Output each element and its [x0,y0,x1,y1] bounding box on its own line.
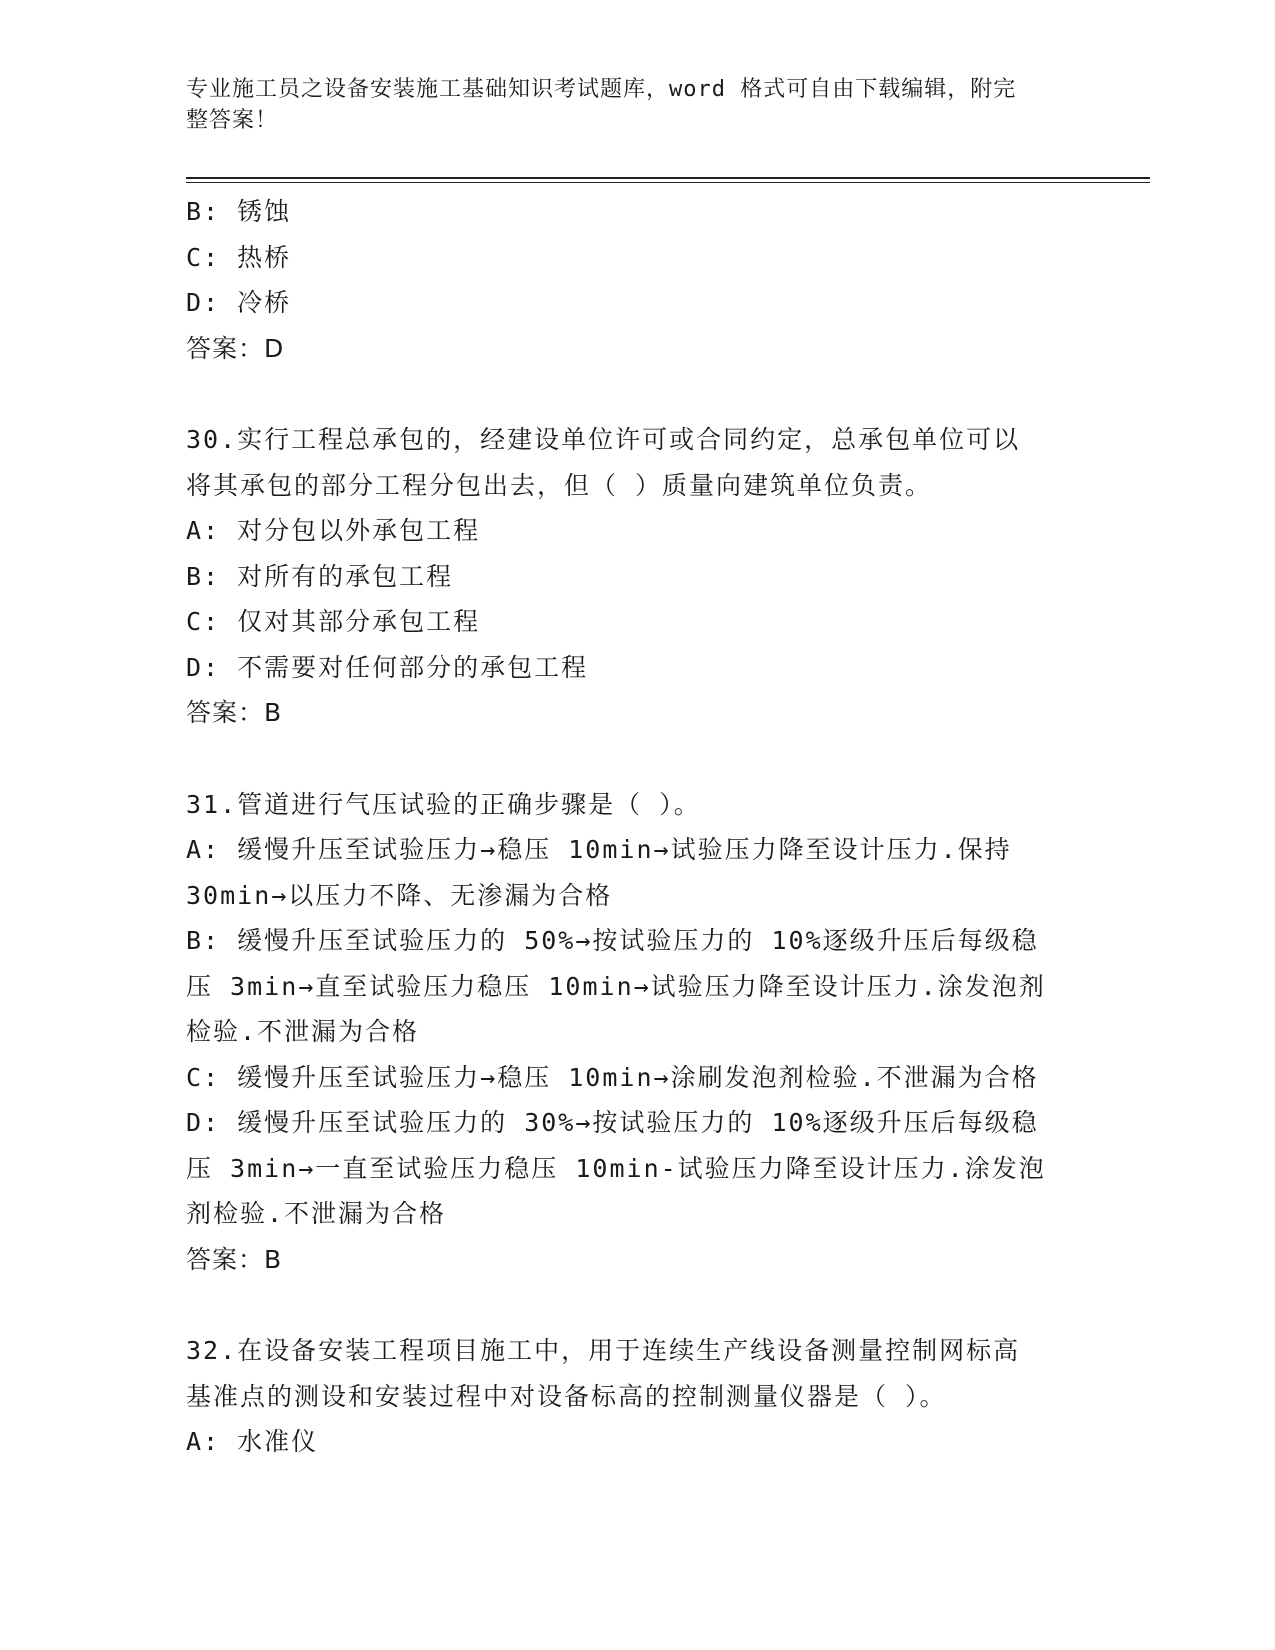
header-divider-thin [186,182,1150,183]
question-stem: 31.管道进行气压试验的正确步骤是（ ）。 [186,789,701,819]
option-d-continued: 剂检验.不泄漏为合格 [186,1199,447,1228]
option-a: A: 水准仪 [186,1427,319,1456]
question-30 [186,417,1116,736]
question-31 [186,782,1116,1283]
option-a: A: 缓慢升压至试验压力→稳压 10min→试验压力降至设计压力.保持 [186,835,1012,864]
question-stem: 30.实行工程总承包的，经建设单位许可或合同约定，总承包单位可以 [186,425,1021,454]
option-b: B: 对所有的承包工程 [186,561,454,591]
option-a: A: 对分包以外承包工程 [186,516,481,545]
page-header [186,74,1066,136]
question-stem: 32.在设备安装工程项目施工中，用于连续生产线设备测量控制网标高 [186,1336,1021,1365]
option-d-continued: 压 3min→一直至试验压力稳压 10min-试验压力降至设计压力.涂发泡 [186,1153,1046,1183]
option-d: D: 不需要对任何部分的承包工程 [186,652,589,682]
header-title-line-1: 专业施工员之设备安装施工基础知识考试题库，word 格式可自由下载编辑，附完 [186,77,1017,102]
option-b: B: 锈蚀 [186,197,292,226]
answer-line: 答案：B [186,698,283,727]
option-b: B: 缓慢升压至试验压力的 50%→按试验压力的 10%逐级升压后每级稳 [186,926,1039,955]
option-c: C: 仅对其部分承包工程 [186,607,481,636]
header-title-line-2: 整答案！ [186,108,279,133]
option-b-continued: 检验.不泄漏为合格 [186,1017,420,1046]
option-c: C: 缓慢升压至试验压力→稳压 10min→涂刷发泡剂检验.不泄漏为合格 [186,1062,1039,1092]
answer-line: 答案：B [186,1244,283,1274]
question-spacer [186,1282,1116,1328]
question-32 [186,1328,1116,1465]
question-spacer [186,371,1116,417]
option-d: D: 缓慢升压至试验压力的 30%→按试验压力的 10%逐级升压后每级稳 [186,1108,1039,1137]
option-d: D: 冷桥 [186,288,292,317]
option-c: C: 热桥 [186,242,292,272]
question-29 [186,189,1116,371]
option-b-continued: 压 3min→直至试验压力稳压 10min→试验压力降至设计压力.涂发泡剂 [186,971,1046,1001]
question-list [186,189,1116,1465]
question-stem: 基准点的测设和安装过程中对设备标高的控制测量仪器是（ ）。 [186,1381,947,1411]
option-a-continued: 30min→以压力不降、无渗漏为合格 [186,880,613,910]
header-divider-thick [186,177,1150,179]
answer-line: 答案：D [186,333,285,363]
question-stem: 将其承包的部分工程分包出去，但（ ）质量向建筑单位负责。 [186,470,933,500]
question-spacer [186,736,1116,782]
